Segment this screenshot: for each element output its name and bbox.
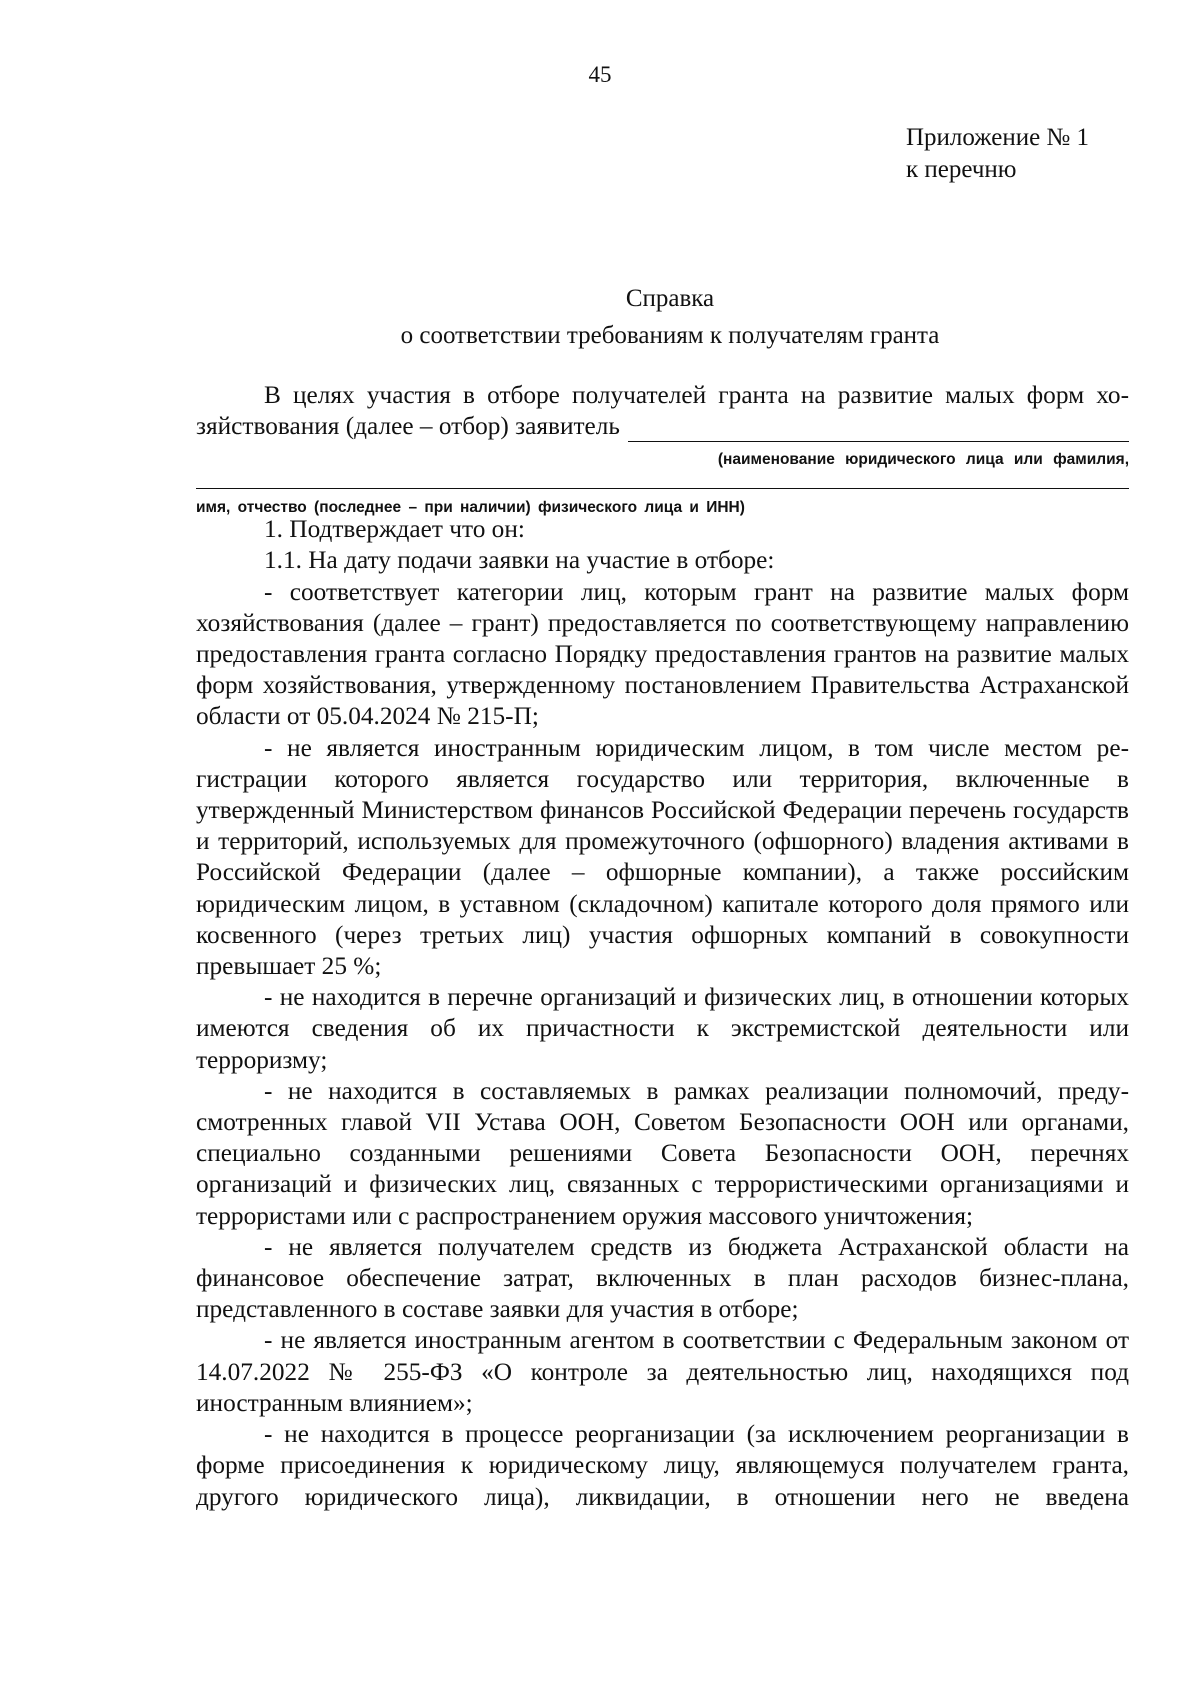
applicant-line bbox=[196, 411, 1129, 442]
document-title bbox=[0, 280, 1200, 354]
list-item: - не является получателем средств из бюджета Астраханской области на финансовое обеспечение затрат, включенных в план расходов бизнес-плана, представленного в составе заявки для участия в отборе; bbox=[196, 1232, 1129, 1324]
list-item: - не является иностранным агентом в соответствии с Федеральным законом от 14.07.2022 № 255-ФЗ «О контроле за деятельностью лиц, находящихся под иностранным влиянием»; bbox=[196, 1326, 1129, 1417]
applicant-caption-1: (наименование юридического лица или фамилия, bbox=[717, 451, 1129, 469]
annex-reference bbox=[906, 122, 1089, 186]
list-item: - не находится в перечне организаций и физических лиц, в отношении которых имеются сведения об их причастности к экстремистской деятельности или терроризму; bbox=[196, 983, 1129, 1074]
page-number: 45 bbox=[588, 62, 612, 87]
intro-line-1: В целях участия в отборе получателей гранта на развитие малых форм хо- bbox=[264, 381, 1129, 409]
applicant-fill-blank-2 bbox=[196, 474, 1129, 489]
annex-line-2: к перечню bbox=[906, 156, 1017, 183]
title-line-1: Справка bbox=[625, 285, 715, 312]
list-item: - соответствует категории лиц, которым грант на развитие малых форм хозяйствования (далее – грант) предоставляется по соответствующему направлению предоставления гранта согласно Порядку предоставления грантов на развитие малых форм хозяйствования, утвержденному постановлением Правительства Астраханской области от 05.04.2024 № 215-П; bbox=[196, 577, 1129, 731]
list-item: - не находится в процессе реорганизации (за исключением реорганизации в форме присоединения к юридическому лицу, являющемуся получателем гранта, другого юридического лица), ликвидации, в отношении него не введена bbox=[196, 1420, 1129, 1511]
document-body bbox=[196, 380, 1129, 1513]
list-item: - не является иностранным юридическим лицом, в том числе местом регистрации которого является государство или территория, включенные в утвержденный Министерством финансов Российской Федерации перечень государств и территорий, используемых для промежуточного (офшорного) владения активами в Российской Федерации (далее – офшорные компании), а также российским юридическим лицом, в уставном (складочном) капитале которого доля прямого или косвенного (через третьих лиц) участия офшорных компаний в совокупности превышает 25 %; bbox=[196, 733, 1129, 981]
title-line-2: о соответствии требованиям к получателям гранта bbox=[400, 322, 940, 349]
section-1-1: 1.1. На дату подачи заявки на участие в отборе: bbox=[264, 546, 775, 575]
list-item: - не находится в составляемых в рамках реализации полномочий, предусмотренных главой VII Устава ООН, Советом Безопасности ООН или органами, специально созданными решениями Совета Безопасности ООН, перечнях организаций и физических лиц, связанных с террористическими организациями и террористами или с распространением оружия массового уничтожения; bbox=[196, 1076, 1129, 1230]
intro-line-2: зяйствования (далее – отбор) заявитель bbox=[196, 412, 620, 440]
section-1: 1. Подтверждает что он: bbox=[264, 515, 525, 544]
annex-line-1: Приложение № 1 bbox=[906, 124, 1090, 151]
applicant-caption-2: имя, отчество (последнее – при наличии) физического лица и ИНН) bbox=[196, 499, 745, 517]
applicant-fill-blank bbox=[628, 419, 1129, 442]
